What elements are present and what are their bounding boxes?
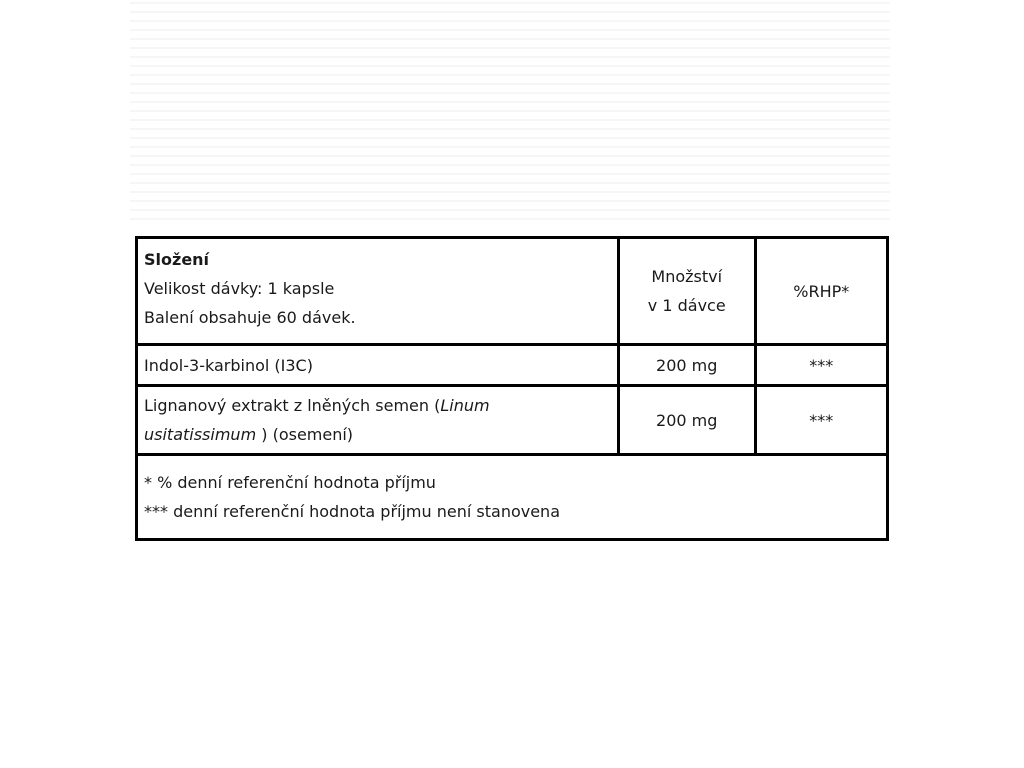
ingredient-latin-genus: Linum — [440, 396, 490, 415]
table-row — [137, 386, 888, 455]
ingredient-rhp-cell — [755, 386, 887, 455]
ingredient-amount: 200 mg — [656, 410, 718, 430]
ingredient-latin-species: usitatissimum — [144, 425, 257, 444]
composition-table — [135, 236, 889, 541]
ingredient-name-prefix: Lignanový extrakt z lněných semen ( — [144, 396, 441, 415]
footnotes-cell — [137, 455, 888, 540]
amount-header-line2: v 1 dávce — [647, 296, 726, 315]
ingredient-rhp-cell — [755, 345, 887, 386]
ingredient-amount: 200 mg — [656, 355, 718, 375]
footnote-rhp: * % denní referenční hodnota příjmu — [144, 473, 436, 492]
header-name-cell — [137, 238, 619, 345]
ingredient-name: Indol-3-karbinol (I3C) — [144, 355, 313, 375]
table-footer-row — [137, 455, 888, 540]
table-row — [137, 345, 888, 386]
amount-header-line1: Množství — [651, 267, 723, 286]
footnote-not-set: *** denní referenční hodnota příjmu není stanovena — [144, 502, 560, 521]
ingredient-rhp: *** — [809, 355, 834, 375]
ingredient-amount-cell — [618, 345, 755, 386]
table-title: Složení — [144, 250, 210, 269]
table-header-row — [137, 238, 888, 345]
ingredient-rhp: *** — [809, 410, 834, 430]
ingredient-name-cell — [137, 345, 619, 386]
ingredient-name-cell — [137, 386, 619, 455]
header-amount-cell — [618, 238, 755, 345]
ingredient-name-suffix: ) (osemení) — [256, 425, 354, 444]
header-rhp-cell — [755, 238, 887, 345]
background-watermark — [130, 0, 890, 220]
ingredient-amount-cell — [618, 386, 755, 455]
package-info: Balení obsahuje 60 dávek. — [144, 308, 356, 327]
rhp-header: %RHP* — [793, 281, 850, 301]
serving-size: Velikost dávky: 1 kapsle — [144, 279, 335, 298]
